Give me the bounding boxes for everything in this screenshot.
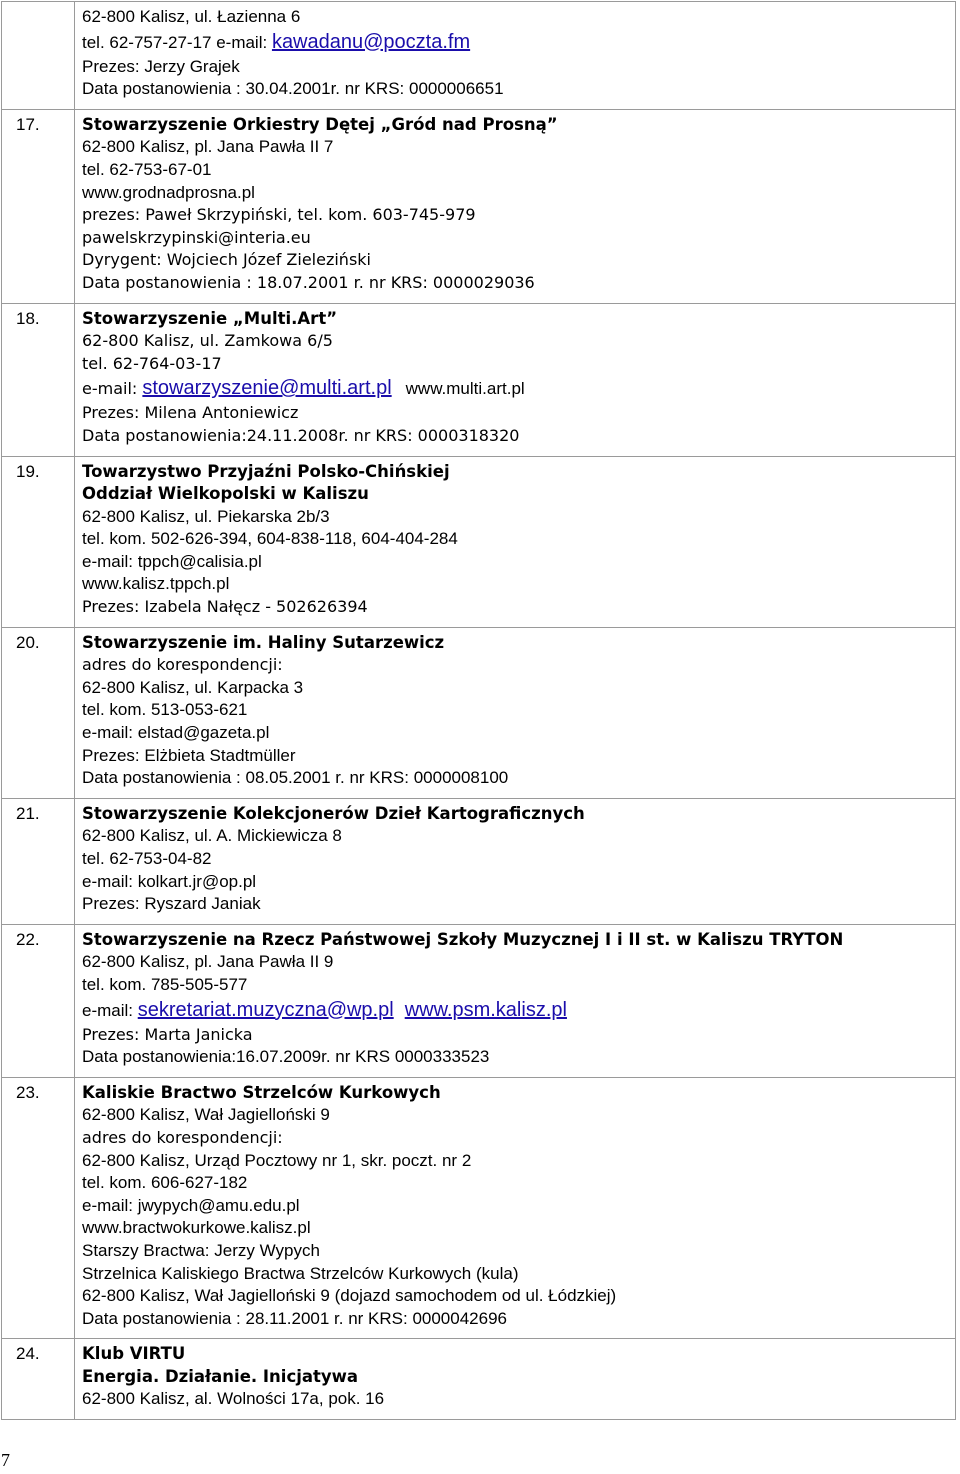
entry-title: Klub VIRTU xyxy=(82,1344,186,1364)
table-row xyxy=(2,456,956,627)
entry-body xyxy=(75,1077,956,1339)
email-line: e-mail: elstad@gazeta.pl xyxy=(82,723,270,743)
website-text: www.multi.art.pl xyxy=(405,379,525,399)
tel-email-label: tel. 62-757-27-17 e-mail: xyxy=(82,32,272,52)
president-line: Prezes: Jerzy Grajek xyxy=(82,56,240,76)
entry-number: 19. xyxy=(2,456,75,627)
president-line: Prezes: Marta Janicka xyxy=(82,1024,253,1044)
postal-address-line: 62-800 Kalisz, Urząd Pocztowy nr 1, skr. poczt. nr 2 xyxy=(82,1150,472,1170)
entry-body xyxy=(75,303,956,456)
conductor-line: Dyrygent: Wojciech Józef Zieleziński xyxy=(82,250,371,270)
entry-title: Towarzystwo Przyjaźni Polsko-Chińskiej xyxy=(82,461,450,481)
website-line: www.kalisz.tppch.pl xyxy=(82,574,230,594)
table-row xyxy=(2,109,956,303)
entry-title: Stowarzyszenie „Multi.Art” xyxy=(82,308,338,328)
table-row xyxy=(2,1339,956,1420)
phone-line: tel. kom. 502-626-394, 604-838-118, 604-404-284 xyxy=(82,529,458,549)
shooting-range-line: Strzelnica Kaliskiego Bractwa Strzelców Kurkowych (kula) xyxy=(82,1263,519,1283)
email-line: e-mail: tppch@calisia.pl xyxy=(82,551,262,571)
phone-line: tel. 62-753-04-82 xyxy=(82,849,212,868)
entry-body xyxy=(75,924,956,1077)
entry-subtitle: Oddział Wielkopolski w Kaliszu xyxy=(82,484,369,504)
correspondence-label: adres do korespondencji: xyxy=(82,655,283,675)
website-link[interactable]: www.psm.kalisz.pl xyxy=(404,998,567,1021)
contact-line xyxy=(82,375,955,402)
phone-line: tel. kom. 785-505-577 xyxy=(82,974,248,994)
associations-table xyxy=(1,1,956,1420)
registration-line: Data postanowienia : 28.11.2001 r. nr KRS: 0000042696 xyxy=(82,1308,507,1328)
registration-line: Data postanowienia : 08.05.2001 r. nr KRS: 0000008100 xyxy=(82,768,509,788)
entry-subtitle: Energia. Działanie. Inicjatywa xyxy=(82,1366,359,1386)
email-link[interactable]: kawadanu@poczta.fm xyxy=(271,30,471,53)
table-row xyxy=(2,924,956,1077)
registration-line: Data postanowienia : 18.07.2001 r. nr KRS: 0000029036 xyxy=(82,272,535,292)
entry-body xyxy=(75,456,956,627)
leader-line: Starszy Bractwa: Jerzy Wypych xyxy=(82,1240,320,1260)
email-label: e-mail: xyxy=(82,379,143,399)
email-line: e-mail: kolkart.jr@op.pl xyxy=(82,871,257,891)
president-line: prezes: Paweł Skrzypiński, tel. kom. 603-745-979 xyxy=(82,205,476,225)
table-row xyxy=(2,2,956,110)
email-label: e-mail: xyxy=(82,1000,138,1020)
entry-number: 20. xyxy=(2,627,75,798)
email-link[interactable]: stowarzyszenie@multi.art.pl xyxy=(142,377,392,400)
entry-body xyxy=(75,109,956,303)
entry-number xyxy=(2,2,75,110)
contact-line xyxy=(82,29,955,56)
entry-title: Stowarzyszenie Orkiestry Dętej „Gród nad Prosną” xyxy=(82,114,558,134)
president-line: Prezes: Izabela Nałęcz - 502626394 xyxy=(82,597,368,617)
entry-body xyxy=(75,627,956,798)
president-line: Prezes: Milena Antoniewicz xyxy=(82,403,299,423)
entry-number: 23. xyxy=(2,1077,75,1339)
entry-number: 24. xyxy=(2,1339,75,1420)
entry-title: Kaliskie Bractwo Strzelców Kurkowych xyxy=(82,1082,441,1102)
entry-number: 21. xyxy=(2,798,75,924)
address-line: 62-800 Kalisz, ul. A. Mickiewicza 8 xyxy=(82,826,342,846)
page-number: 7 xyxy=(1,1450,10,1470)
address-line: 62-800 Kalisz, ul. Piekarska 2b/3 xyxy=(82,506,330,526)
address-line: 62-800 Kalisz, ul. Zamkowa 6/5 xyxy=(82,331,333,351)
table-row xyxy=(2,627,956,798)
address-line: 62-800 Kalisz, pl. Jana Pawła II 9 xyxy=(82,952,334,972)
entry-number: 22. xyxy=(2,924,75,1077)
website-line: www.bractwokurkowe.kalisz.pl xyxy=(82,1218,311,1238)
entry-number: 18. xyxy=(2,303,75,456)
registration-line: Data postanowienia : 30.04.2001r. nr KRS: 0000006651 xyxy=(82,79,504,99)
entry-body xyxy=(75,1339,956,1420)
entry-number: 17. xyxy=(2,109,75,303)
website-line: www.grodnadprosna.pl xyxy=(82,182,255,202)
president-line: Prezes: Ryszard Janiak xyxy=(82,894,261,914)
entry-body xyxy=(75,798,956,924)
email-line: e-mail: jwypych@amu.edu.pl xyxy=(82,1195,300,1215)
table-row xyxy=(2,303,956,456)
president-line: Prezes: Elżbieta Stadtmüller xyxy=(82,745,296,765)
entry-title: Stowarzyszenie im. Haliny Sutarzewicz xyxy=(82,632,445,652)
email-link[interactable]: sekretariat.muzyczna@wp.pl xyxy=(137,998,394,1021)
phone-line: tel. kom. 513-053-621 xyxy=(82,700,248,720)
entry-body xyxy=(75,2,956,110)
registration-line: Data postanowienia:24.11.2008r. nr KRS: 0000318320 xyxy=(82,425,520,445)
phone-line: tel. 62-753-67-01 xyxy=(82,159,212,179)
phone-line: tel. kom. 606-627-182 xyxy=(82,1173,248,1193)
contact-line xyxy=(82,997,955,1024)
registration-line: Data postanowienia:16.07.2009r. nr KRS 0000333523 xyxy=(82,1047,490,1067)
phone-line: tel. 62-764-03-17 xyxy=(82,353,222,373)
entry-title: Stowarzyszenie Kolekcjonerów Dzieł Kartograficznych xyxy=(82,803,585,823)
address-line: 62-800 Kalisz, ul. Karpacka 3 xyxy=(82,677,304,697)
address-line: 62-800 Kalisz, Wał Jagielloński 9 xyxy=(82,1105,330,1125)
shooting-range-address: 62-800 Kalisz, Wał Jagielloński 9 (dojazd samochodem od ul. Łódzkiej) xyxy=(82,1286,617,1306)
address-line: 62-800 Kalisz, al. Wolności 17a, pok. 16 xyxy=(82,1389,385,1409)
entry-title: Stowarzyszenie na Rzecz Państwowej Szkoły Muzycznej I i II st. w Kaliszu TRYTON xyxy=(82,929,844,949)
table-row xyxy=(2,798,956,924)
address-line: 62-800 Kalisz, ul. Łazienna 6 xyxy=(82,7,301,26)
table-row xyxy=(2,1077,956,1339)
email-line: pawelskrzypinski@interia.eu xyxy=(82,227,311,247)
correspondence-label: adres do korespondencji: xyxy=(82,1127,283,1147)
address-line: 62-800 Kalisz, pl. Jana Pawła II 7 xyxy=(82,137,334,157)
